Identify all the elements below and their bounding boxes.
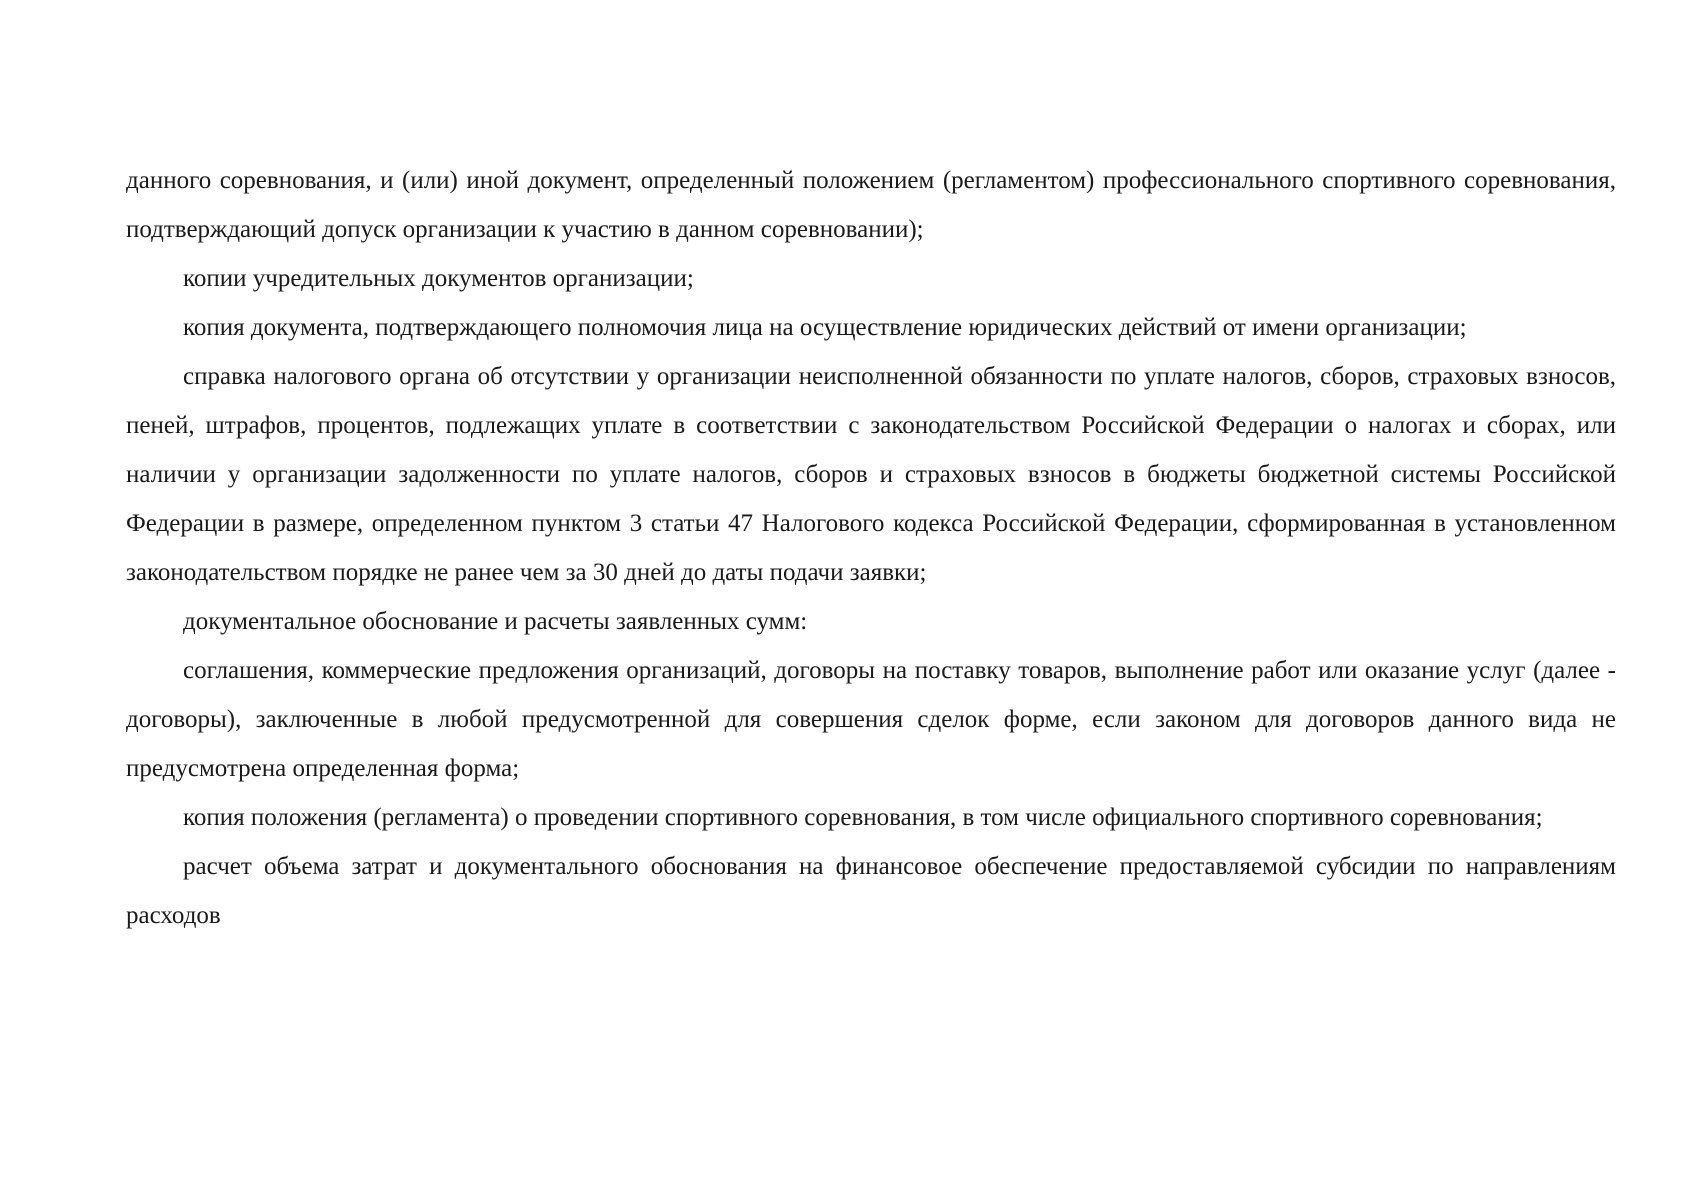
paragraph-competition-regulations: копия положения (регламента) о проведении спортивного соревнования, в том числе официального спортивного соревнования; [183,804,1543,831]
paragraph-continuation: данного соревнования, и (или) иной документ, определенный положением (регламентом) профессионального спортивного соревнования, подтверждающий допуск организации к участию в данном соревновании); [126,167,1616,243]
paragraph-agreements: соглашения, коммерческие предложения организаций, договоры на поставку товаров, выполнение работ или оказание услуг (далее - договоры), заключенные в любой предусмотренной для совершения сделок форме, если законом для договоров данного вида не предусмотрена определенная форма; [126,657,1616,782]
document-body [126,156,1616,940]
paragraph-authority-document: копия документа, подтверждающего полномочия лица на осуществление юридических действий от имени организации; [183,314,1467,341]
paragraph-founding-documents: копии учредительных документов организации; [183,265,694,292]
paragraph-cost-calculation: расчет объема затрат и документального обоснования на финансовое обеспечение предоставляемой субсидии по направлениям расходов [126,853,1616,929]
paragraph-tax-certificate: справка налогового органа об отсутствии у организации неисполненной обязанности по уплате налогов, сборов, страховых взносов, пеней, штрафов, процентов, подлежащих уплате в соответствии с законодательством Российской Федерации о налогах и сборах, или наличии у организации задолженности по уплате налогов, сборов и страховых взносов в бюджеты бюджетной системы Российской Федерации в размере, определенном пунктом 3 статьи 47 Налогового кодекса Российской Федерации, сформированная в установленном законодательством порядке не ранее чем за 30 дней до даты подачи заявки; [126,363,1616,586]
paragraph-justification: документальное обоснование и расчеты заявленных сумм: [183,608,808,635]
